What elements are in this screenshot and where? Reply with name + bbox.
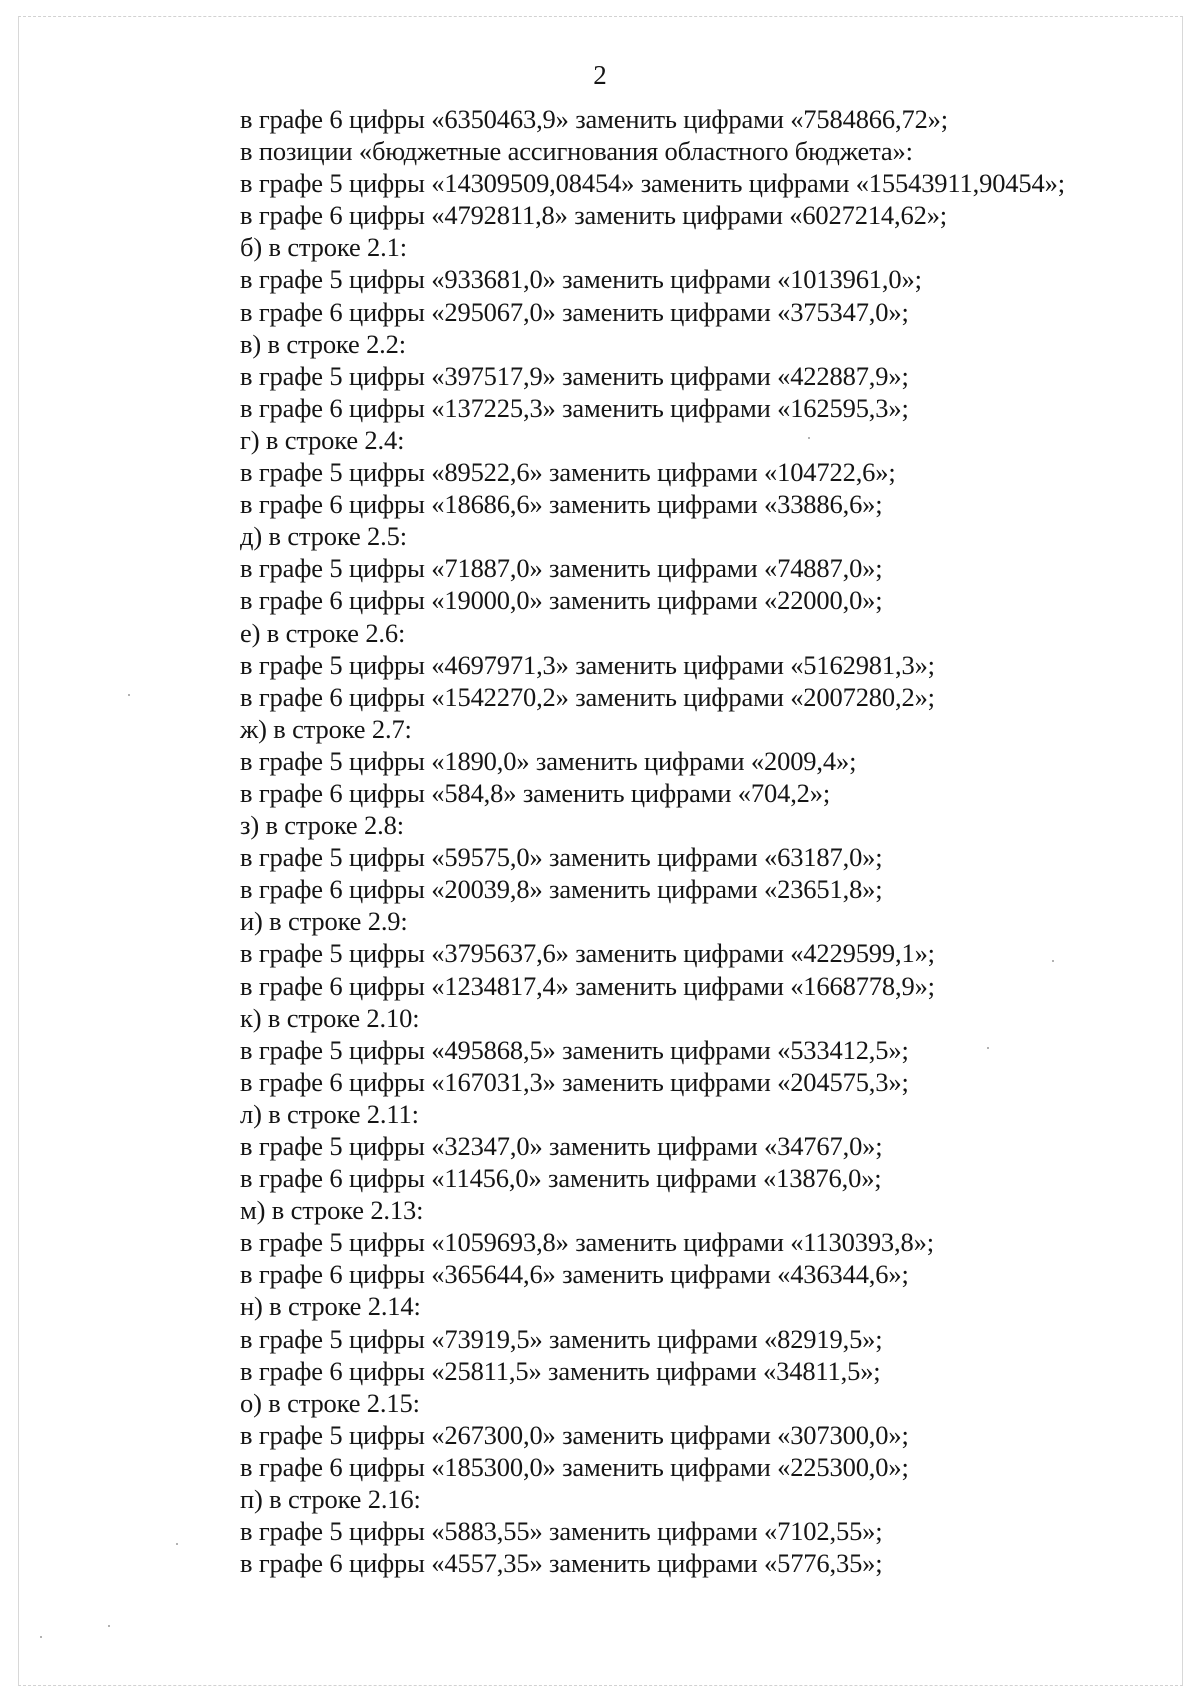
text-line: е) в строке 2.6:: [240, 617, 406, 648]
text-line: в графе 6 цифры «584,8» заменить цифрами «704,2»;: [240, 777, 831, 808]
scan-speck: [40, 1636, 42, 1638]
text-line: в графе 5 цифры «4697971,3» заменить цифрами «5162981,3»;: [240, 649, 935, 680]
text-line: ж) в строке 2.7:: [240, 713, 412, 744]
text-line: б) в строке 2.1:: [240, 232, 407, 263]
text-line: в графе 5 цифры «3795637,6» заменить цифрами «4229599,1»;: [240, 938, 935, 969]
text-line: в графе 6 цифры «295067,0» заменить цифрами «375347,0»;: [240, 296, 909, 327]
scan-speck: [987, 1047, 989, 1049]
scan-speck: [176, 1543, 178, 1545]
text-line: в графе 6 цифры «25811,5» заменить цифрами «34811,5»;: [240, 1355, 881, 1386]
text-line: г) в строке 2.4:: [240, 424, 405, 455]
text-line: в графе 5 цифры «59575,0» заменить цифрами «63187,0»;: [240, 842, 883, 873]
text-line: в графе 5 цифры «495868,5» заменить цифрами «533412,5»;: [240, 1034, 909, 1065]
text-line: в графе 5 цифры «32347,0» заменить цифрами «34767,0»;: [240, 1131, 883, 1161]
scan-speck: [128, 694, 130, 696]
text-line: в графе 5 цифры «1059693,8» заменить цифрами «1130393,8»;: [240, 1227, 934, 1258]
text-line: м) в строке 2.13:: [240, 1195, 424, 1226]
text-line: в графе 5 цифры «5883,55» заменить цифрами «7102,55»;: [240, 1516, 883, 1547]
text-line: о) в строке 2.15:: [240, 1387, 420, 1418]
text-line: в графе 5 цифры «397517,9» заменить цифрами «422887,9»;: [240, 360, 909, 391]
text-line: в позиции «бюджетные ассигнования областного бюджета»:: [240, 136, 913, 167]
scan-speck: [108, 1625, 110, 1627]
text-line: к) в строке 2.10:: [240, 1002, 420, 1033]
text-line: и) в строке 2.9:: [240, 906, 408, 937]
text-line: в графе 6 цифры «11456,0» заменить цифрами «13876,0»;: [240, 1163, 882, 1194]
text-line: л) в строке 2.11:: [240, 1098, 419, 1129]
text-line: в графе 6 цифры «4792811,8» заменить цифрами «6027214,62»;: [240, 200, 948, 231]
scan-speck: [1052, 960, 1054, 962]
text-line: в графе 6 цифры «19000,0» заменить цифрами «22000,0»;: [240, 585, 883, 616]
text-line: в графе 6 цифры «137225,3» заменить цифрами «162595,3»;: [240, 392, 909, 423]
text-line: в графе 6 цифры «365644,6» заменить цифрами «436344,6»;: [240, 1259, 909, 1290]
text-line: п) в строке 2.16:: [240, 1484, 421, 1515]
text-line: в графе 5 цифры «1890,0» заменить цифрами «2009,4»;: [240, 745, 857, 776]
text-line: в графе 5 цифры «14309509,08454» заменить цифрами «15543911,90454»;: [240, 168, 1065, 199]
text-line: д) в строке 2.5:: [240, 521, 407, 552]
text-line: з) в строке 2.8:: [240, 810, 404, 841]
text-line: в графе 5 цифры «933681,0» заменить цифрами «1013961,0»;: [240, 264, 922, 295]
text-line: в графе 6 цифры «20039,8» заменить цифрами «23651,8»;: [240, 874, 883, 905]
text-line: в графе 6 цифры «185300,0» заменить цифрами «225300,0»;: [240, 1451, 909, 1482]
text-line: в графе 6 цифры «1542270,2» заменить цифрами «2007280,2»;: [240, 681, 935, 712]
text-line: н) в строке 2.14:: [240, 1291, 421, 1322]
text-line: в графе 5 цифры «267300,0» заменить цифрами «307300,0»;: [240, 1419, 909, 1450]
document-body: [240, 103, 1160, 1579]
text-line: в графе 6 цифры «18686,6» заменить цифрами «33886,6»;: [240, 489, 883, 520]
scan-speck: [808, 437, 810, 439]
text-line: в графе 6 цифры «1234817,4» заменить цифрами «1668778,9»;: [240, 970, 935, 1001]
text-line: в графе 5 цифры «71887,0» заменить цифрами «74887,0»;: [240, 553, 883, 584]
text-line: в) в строке 2.2:: [240, 328, 406, 359]
text-line: в графе 6 цифры «167031,3» заменить цифрами «204575,3»;: [240, 1066, 909, 1097]
text-line: в графе 6 цифры «4557,35» заменить цифрами «5776,35»;: [240, 1548, 883, 1579]
text-line: в графе 5 цифры «73919,5» заменить цифрами «82919,5»;: [240, 1323, 883, 1354]
text-line: в графе 5 цифры «89522,6» заменить цифрами «104722,6»;: [240, 457, 896, 488]
text-line: в графе 6 цифры «6350463,9» заменить цифрами «7584866,72»;: [240, 104, 948, 134]
page-number: 2: [593, 60, 607, 90]
